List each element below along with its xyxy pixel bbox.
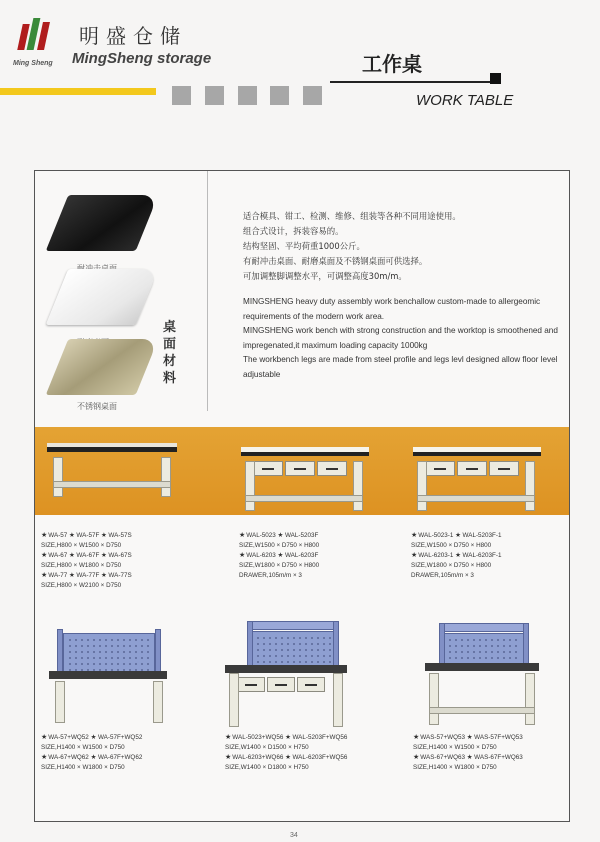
divider	[207, 171, 208, 411]
material-sample-steel	[57, 339, 147, 395]
accent-bar	[0, 88, 156, 95]
page-title-en: WORK TABLE	[416, 92, 514, 109]
decor-square	[172, 86, 191, 105]
product-image-was-wq	[425, 623, 543, 731]
material-sample-impact	[57, 195, 147, 251]
product-spec-wa: ★ WA-57 ★ WA-57F ★ WA-57S SIZE,H800 × W1500 × D750 ★ WA-67 ★ WA-67F ★ WA-67S SIZE,H800 × W1800 × D750 ★ WA-77 ★ WA-77F ★ WA-77S SIZE,H800 × W2100 × D750	[41, 531, 132, 591]
product-spec-was-wq: ★ WAS-57+WQ53 ★ WAS-57F+WQ53 SIZE,H1400 × W1500 × D750 ★ WAS-67+WQ63 ★ WAS-67F+WQ63 SIZE,H1400 × W1800 × D750	[413, 733, 523, 773]
content-frame	[34, 170, 570, 822]
company-logo	[18, 18, 54, 58]
decor-square	[238, 86, 257, 105]
product-image-wal	[241, 447, 369, 517]
material-heading-vertical: 桌 面 材 料	[163, 320, 177, 386]
material-sample-wear	[57, 269, 147, 325]
product-image-wa	[47, 443, 177, 505]
page-number: 34	[290, 832, 298, 839]
decor-square	[270, 86, 289, 105]
decor-square	[205, 86, 224, 105]
product-spec-wal-wq: ★ WAL-5023+WQ56 ★ WAL-5203F+WQ56 SIZE,W1400 × D1500 × H750 ★ WAL-6203+WQ66 ★ WAL-6203F+WQ56 SIZE,W1400 × D1800 × H750	[225, 733, 347, 773]
product-image-wal-wq	[225, 621, 355, 733]
page-title-cn: 工作桌	[362, 52, 422, 76]
product-spec-wal: ★ WAL-5023 ★ WAL-5203F SIZE,W1500 × D750 × H800 ★ WAL-6203 ★ WAL-6203F SIZE,W1800 × D750 × H800 DRAWER,105m/m × 3	[239, 531, 319, 581]
material-label: 不锈钢桌面	[77, 402, 117, 411]
brand-name-cn: 明盛仓储	[79, 24, 187, 48]
title-square	[490, 73, 501, 84]
product-image-wal-1	[413, 447, 541, 517]
description-en: MINGSHENG heavy duty assembly work benchallow custom-made to allergeomic requirements of the modern work area. MINGSHENG work bench with strong construction and the worktop is smoothened and impregenated,it maximum loading capacity 1000kg The workbench legs are made from steel profile and legs levl designed allow floor level adjustable	[243, 297, 558, 379]
product-spec-wa-wq: ★ WA-57+WQ52 ★ WA-57F+WQ52 SIZE,H1400 × W1500 × D750 ★ WA-67+WQ62 ★ WA-67F+WQ62 SIZE,H1400 × W1800 × D750	[41, 733, 142, 773]
product-image-wa-wq	[49, 629, 175, 729]
title-rule	[330, 81, 490, 83]
description-cn: 适合模具、钳工、检测、维修、组装等各种不同用途使用。 组合式设计，拆装容易的。 结构坚固、平均荷重1000公斤。 有耐冲击桌面、耐磨桌面及不锈钢桌面可供选择。 可加调整脚调整水平，可调整高度30m/m。	[243, 211, 461, 281]
logo-subtitle: Ming Sheng	[13, 60, 53, 67]
decor-square	[303, 86, 322, 105]
brand-name-en: MingSheng storage	[72, 50, 212, 67]
product-spec-wal-1: ★ WAL-5023-1 ★ WAL-5203F-1 SIZE,W1500 × D750 × H800 ★ WAL-6203-1 ★ WAL-6203F-1 SIZE,W1800 × D750 × H800 DRAWER,105m/m × 3	[411, 531, 502, 581]
